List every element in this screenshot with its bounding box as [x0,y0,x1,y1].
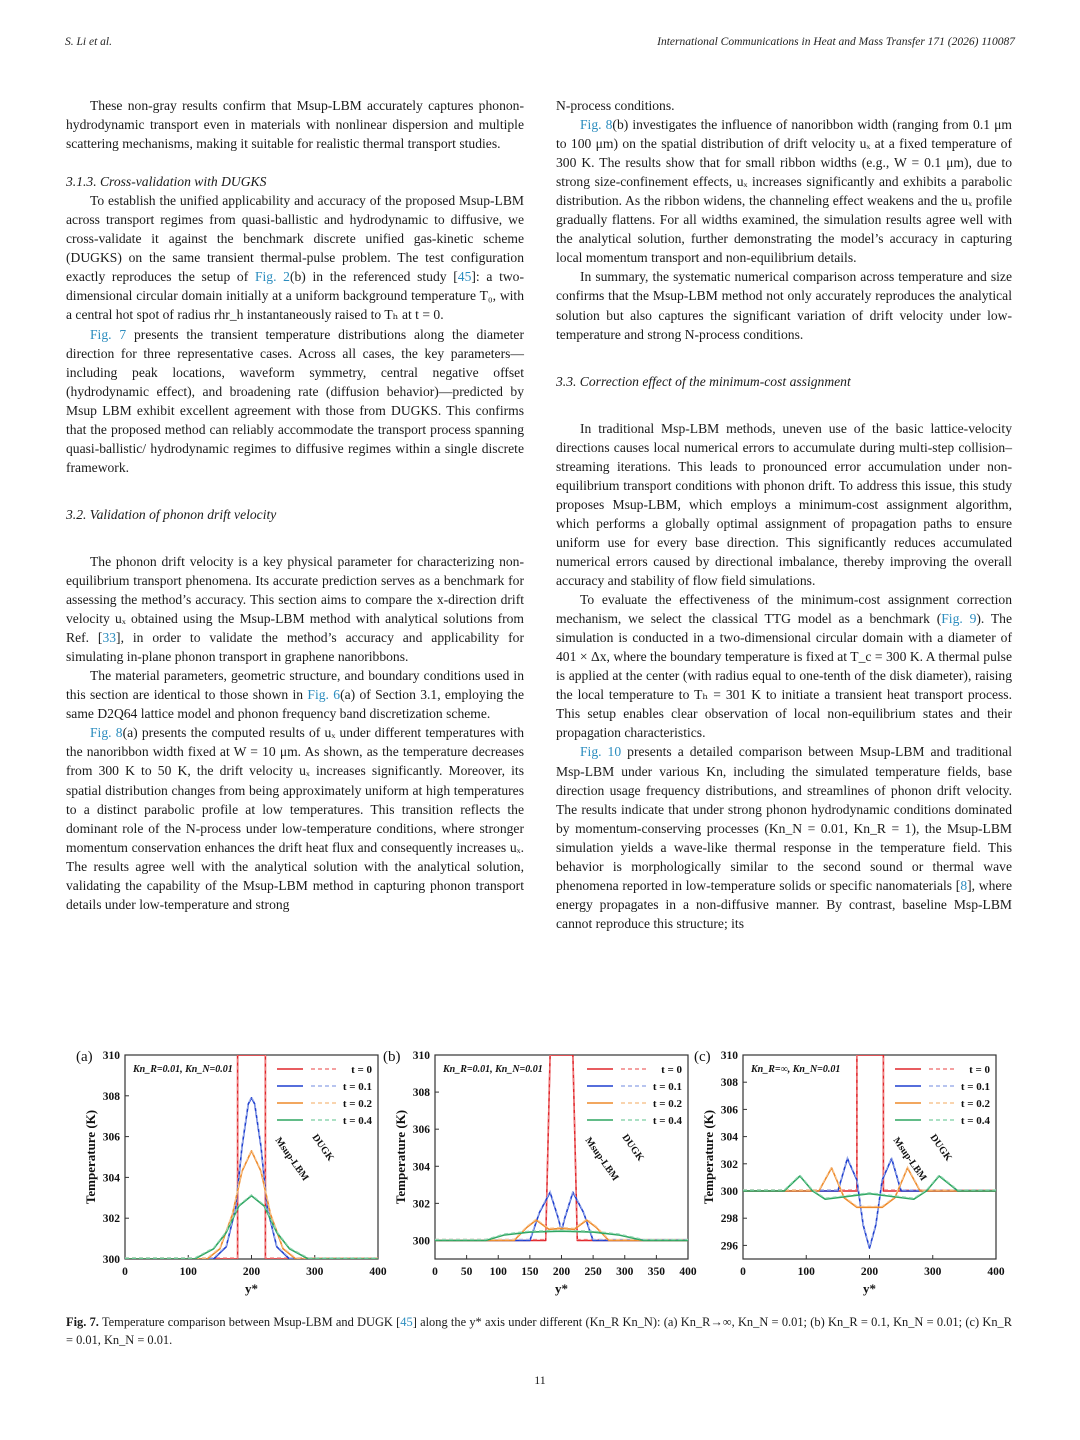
series-line-msup-lbm [435,1055,688,1241]
x-axis-label: y* [555,1281,568,1296]
y-axis-label: Temperature (K) [83,1109,98,1205]
x-tick-label: 250 [584,1266,602,1278]
ref-45-link[interactable]: 45 [400,1315,413,1329]
x-tick-label: 100 [179,1266,197,1278]
x-tick-label: 300 [616,1266,634,1278]
y-tick-label: 304 [102,1172,120,1185]
temperature-chart-c [688,1042,1005,1296]
y-tick-label: 296 [720,1240,738,1253]
legend-label: t = 0.1 [652,1081,682,1093]
legend-label: t = 0.2 [960,1098,990,1110]
series-line-dugk [435,1054,688,1240]
chart-panel-b [380,1042,697,1296]
panel-label: (a) [76,1049,93,1065]
y-tick-label: 308 [720,1077,738,1090]
fig-2-link[interactable]: Fig. 2 [254,269,290,285]
section-heading-3-2: 3.2. Validation of phonon drift velocity [66,506,277,522]
legend-label: t = 0 [351,1064,372,1076]
running-head-authors: S. Li et al. [65,36,112,48]
x-tick-label: 0 [432,1266,438,1278]
paragraph: Fig. 10 presents a detailed comparison between Msup-LBM and traditional Msp-LBM under various Kn, including the simulated temperature fields, base direction usage frequency distributions, and streamlines of phonon drift velocity. The results indicate that under strong phonon hydrodynamic conditions dominated by momentum-conserving processes (Kn_N = 0.01, Kn_R = 1), the Msup-LBM simulation yields a wave-like thermal response in the temperature field. This behavior is morphologically similar to the second sound or thermal wave phenomena reported in low-temperature solids or specific nanomaterials [8], where energy propagates in a non-diffusive manner. By contrast, baseline Msp-LBM cannot reproduce this structure; its [556,744,1012,931]
x-tick-label: 0 [740,1266,746,1278]
plot-frame [743,1055,996,1259]
series-line-msup-lbm [125,1151,378,1259]
y-tick-label: 306 [720,1104,738,1117]
panel-label: (b) [383,1049,401,1065]
panel-label: (c) [694,1049,711,1065]
x-tick-label: 100 [489,1266,507,1278]
series-line-dugk [435,1191,688,1239]
right-column [556,96,1012,933]
chart-panel-a [70,1042,387,1296]
series-line-dugk [125,1097,378,1258]
y-tick-label: 310 [102,1050,120,1062]
ref-8-link[interactable]: 8 [960,877,968,893]
chart-annotation: Kn_R=∞, Kn_N=0.01 [751,1064,841,1075]
x-axis-label: y* [245,1281,258,1296]
x-tick-label: 400 [679,1266,697,1278]
method-label-msup-lbm: Msup-LBM [582,1135,621,1184]
paragraph: The material parameters, geometric structure, and boundary conditions used in this section are identical to those shown in Fig. 6(a) of Section 3.1, employing the same D2Q64 lattice model and phonon frequency band discretization scheme. [66,668,524,722]
y-tick-label: 308 [102,1090,120,1103]
y-tick-label: 302 [720,1158,738,1171]
plot-frame [125,1055,378,1259]
chart-annotation: Kn_R=0.01, Kn_N=0.01 [133,1064,233,1075]
x-tick-label: 350 [647,1266,665,1278]
paragraph: N-process conditions. [556,98,675,113]
series-line-msup-lbm [743,1168,996,1207]
ref-45-link[interactable]: 45 [457,269,472,285]
series-line-msup-lbm [743,1176,996,1199]
series-line-msup-lbm [743,1158,996,1248]
page-number: 11 [534,1373,546,1387]
legend-label: t = 0 [661,1064,682,1076]
caption-label: Fig. 7. [66,1315,99,1329]
series-line-dugk [125,1054,378,1258]
x-tick-label: 100 [797,1266,815,1278]
section-heading-3-3: 3.3. Correction effect of the minimum-cost assignment [556,373,851,389]
y-tick-label: 308 [412,1087,430,1100]
method-label-msup-lbm: Msup-LBM [272,1135,311,1184]
series-line-msup-lbm [125,1055,378,1259]
fig-8-link[interactable]: Fig. 8 [90,725,123,741]
legend-label: t = 0.2 [652,1098,682,1110]
section-heading-3-1-3: 3.1.3. Cross-validation with DUGKS [66,174,267,190]
paragraph: Fig. 7 presents the transient temperature distributions along the diameter direction for three representative cases. Across all cases, the key parameters—including peak locations, waveform symmetry, central negative offset (hydrodynamic effect), and broadening rate (diffusion behavior)—predicted by Msup LBM exhibit excellent agreement with those from DUGKS. This confirms that the proposed method can reliably accommodate the transport process spanning quasi-ballistic/ hydrodynamic regimes to diffusive regimes within a single discrete framework. [66,326,524,475]
method-label-dugk: DUGK [619,1132,646,1164]
ref-33-link[interactable]: 33 [102,630,117,646]
x-tick-label: 50 [460,1266,473,1278]
x-tick-label: 300 [306,1266,324,1278]
legend-label: t = 0.4 [960,1115,990,1127]
y-tick-label: 302 [102,1213,120,1226]
legend-label: t = 0.4 [652,1115,682,1127]
y-tick-label: 300 [412,1235,430,1248]
legend-label: t = 0.1 [960,1081,990,1093]
legend-label: t = 0.1 [342,1081,372,1093]
series-line-msup-lbm [125,1098,378,1259]
paragraph: Fig. 8(a) presents the computed results of uₓ under different temperatures with the nanoribbon width fixed at W = 10 μm. As shown, as the temperature decreases from 300 K to 50 K, the drift velocity uₓ increases significantly. Moreover, its spatial distribution changes from being approximately uniform at high temperatures to a distinct parabolic profile at low temperatures. This transition reflects the dominant role of the N-process under low-temperature conditions, where stronger momentum conservation enhances the drift heat flux and consequently increases uₓ. The results agree well with the analytical solution with the analytical solution, validating the capability of the Msup-LBM method in capturing phonon transport details under low-temperature and strong [66,725,525,912]
y-tick-label: 306 [412,1124,430,1137]
x-tick-label: 200 [860,1266,879,1278]
fig-10-link[interactable]: Fig. 10 [580,744,622,760]
series-line-msup-lbm [743,1055,996,1191]
series-line-msup-lbm [125,1196,378,1259]
series-line-dugk [743,1175,996,1198]
y-tick-label: 298 [720,1213,738,1226]
chart-panel-c [688,1042,1005,1296]
series-line-dugk [743,1157,996,1247]
paragraph: These non-gray results confirm that Msup-LBM accurately captures phonon-hydrodynamic transport even in materials with nonlinear dispersion and multiple scattering mechanisms, making it suitable for realistic thermal transport studies. [66,98,524,152]
method-label-dugk: DUGK [927,1132,954,1164]
legend-label: t = 0.4 [342,1115,372,1127]
series-line-dugk [125,1195,378,1258]
y-axis-label: Temperature (K) [701,1109,716,1205]
y-tick-label: 304 [412,1161,430,1174]
method-label-dugk: DUGK [309,1132,336,1164]
temperature-chart-a [70,1042,387,1296]
legend-label: t = 0 [969,1064,990,1076]
running-head-journal: International Communications in Heat and Mass Transfer 171 (2026) 110087 [657,36,1015,48]
method-label-msup-lbm: Msup-LBM [890,1135,929,1184]
y-tick-label: 302 [412,1198,430,1211]
left-column [66,96,524,914]
y-axis-label: Temperature (K) [393,1109,408,1205]
y-tick-label: 310 [720,1050,738,1062]
y-tick-label: 300 [720,1186,738,1198]
legend-label: t = 0.2 [342,1098,372,1110]
x-tick-label: 150 [521,1266,539,1278]
paragraph: Fig. 8(b) investigates the influence of nanoribbon width (ranging from 0.1 μm to 100 μm) on the spatial distribution of drift velocity uₓ at a fixed temperature of 300 K. The results show that for small ribbon widths (e.g., W = 0.1 μm), due to strong size-confinement effects, uₓ increases significantly and exhibits a parabolic distribution. As the ribbon widens, the channeling effect weakens and the uₓ profile gradually flattens. For all widths examined, the simulation results agree well with the analytical solution, further demonstrating the model’s accuracy in capturing local momentum transport and non-equilibrium details. [556,117,1012,266]
x-tick-label: 400 [987,1266,1005,1278]
x-tick-label: 200 [552,1266,571,1278]
fig-7-link[interactable]: Fig. 7 [90,326,127,342]
x-tick-label: 0 [122,1266,128,1278]
series-line-dugk [743,1167,996,1206]
paragraph: In summary, the systematic numerical comparison across temperature and size confirms that the Msup-LBM method not only accurately reproduces the analytical solution but also captures the significant variation of drift velocity under low-temperature and strong N-process conditions. [556,269,1012,342]
y-tick-label: 304 [720,1131,738,1144]
paragraph: In traditional Msp-LBM methods, uneven use of the basic lattice-velocity directions causes local numerical errors to accumulate during multi-step collision–streaming iterations. This leads to pronounced error accumulation under non-equilibrium transport conditions with phonon drift. To address this issue, this study proposes Msup-LBM, which employs a minimum-cost assignment algorithm, which performs a globally optimal assignment of propagation paths to ensure uniform use for every base direction. This significantly reduces accumulated numerical errors caused by directional imbalance, thereby improving the overall accuracy and stability of flow field simulations. [556,420,1012,589]
chart-annotation: Kn_R=0.01, Kn_N=0.01 [443,1064,543,1075]
figure-caption: Fig. 7. Temperature comparison between Msup-LBM and DUGK [45] along the y* axis under different (Kn_R Kn_N): (a) Kn_R→∞, Kn_N = 0.01; (b) Kn_R = 0.1, Kn_N = 0.01; (c) Kn_R = 0.01, Kn_N = 0.01. [66,1315,1013,1347]
temperature-chart-b [380,1042,697,1296]
paragraph: To establish the unified applicability and accuracy of the proposed Msup-LBM across transport regimes from quasi-ballistic and hydrodynamic to diffusive, we cross-validate it against the benchmark discrete unified gas-kinetic scheme (DUGKS) on the same transient thermal-pulse problem. The test configuration exactly reproduces the setup of Fig. 2(b) in the referenced study [45]: a two-dimensional circular domain initially at a uniform background temperature T₀, with a central hot spot of radius rhr_h instantaneously raised to Tₕ at t = 0. [66,193,525,323]
y-tick-label: 306 [102,1131,120,1144]
paragraph: To evaluate the effectiveness of the minimum-cost assignment correction mechanism, we select the classical TTG model as a benchmark (Fig. 9). The simulation is conducted in a two-dimensional circular domain with a diameter of 401 × Δx, where the boundary temperature is fixed at T_c = 300 K. A thermal pulse is applied at the center (with radius equal to one-tenth of the disk diameter), raising the local temperature to Tₕ = 301 K to initiate a transient heat transport process. This setup enables clear observation of local non-equilibrium states and their propagation characteristics. [556,592,1012,741]
fig-8-link[interactable]: Fig. 8 [580,117,613,133]
paragraph: The phonon drift velocity is a key physical parameter for characterizing non-equilibrium transport phenomena. Its accurate prediction serves as a benchmark for assessing the method’s accuracy. This section aims to compare the x-direction drift velocity uₓ obtained using the Msup-LBM method with analytical solutions from Ref. [33], in order to validate the method’s accuracy and applicability for simulating in-plane phonon transport in graphene nanoribbons. [66,553,524,665]
y-tick-label: 310 [412,1050,430,1062]
series-line-msup-lbm [435,1192,688,1240]
y-tick-label: 300 [102,1254,120,1266]
x-axis-label: y* [863,1281,876,1296]
fig-6-link[interactable]: Fig. 6 [307,687,341,703]
x-tick-label: 200 [242,1266,261,1278]
x-tick-label: 300 [924,1266,942,1278]
x-tick-label: 400 [369,1266,387,1278]
series-line-dugk [125,1150,378,1258]
figure-7 [70,1042,1010,1296]
fig-9-link[interactable]: Fig. 9 [941,611,977,627]
